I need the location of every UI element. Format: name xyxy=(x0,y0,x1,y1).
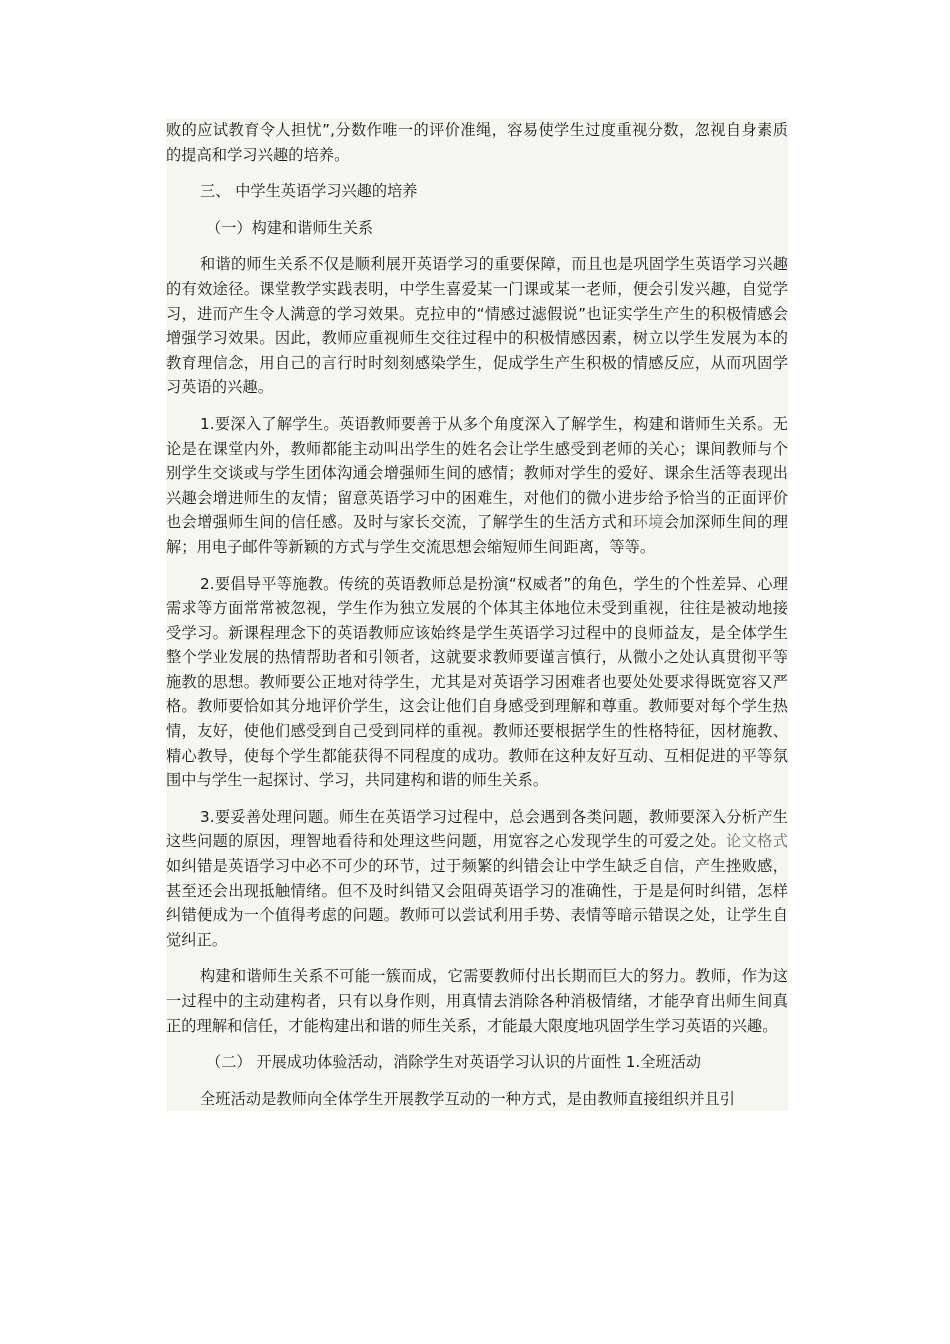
list-item-1 xyxy=(166,412,788,560)
document-body xyxy=(166,118,788,1111)
inline-link[interactable]: 环境 xyxy=(632,513,664,532)
section-heading: 三、 中学生英语学习兴趣的培养 xyxy=(200,182,418,201)
list-item-3 xyxy=(166,805,788,953)
text-run: 如纠错是英语学习中必不可少的环节，过于频繁的纠错会让中学生缺乏自信，产生挫败感，甚至还会出现抵触情绪。但不及时纠错又会阻碍英语学习的准确性，于是是何时纠错，怎样纠错便成为一个值得考虑的问题。教师可以尝试利用手势、表情等暗示错误之处，让学生自觉纠正。 xyxy=(166,857,788,949)
paragraph: 构建和谐师生关系不可能一簇而成，它需要教师付出长期而巨大的努力。教师，作为这一过程中的主动建构者，只有以身作则，用真情去消除各种消极情绪，才能孕育出师生间真正的理解和信任，才能构建出和谐的师生关系，才能最大限度地巩固学生学习英语的兴趣。 xyxy=(166,967,788,1035)
subsection-heading: （一）构建和谐师生关系 xyxy=(206,218,374,237)
subsection-heading: （二） 开展成功体验活动，消除学生对英语学习认识的片面性 1.全班活动 xyxy=(206,1053,701,1072)
paragraph: 和谐的师生关系不仅是顺利展开英语学习的重要保障，而且也是巩固学生英语学习兴趣的有效途径。课堂教学实践表明，中学生喜爱某一门课或某一老师，便会引发兴趣，自觉学习，进而产生令人满意的学习效果。克拉申的“情感过滤假说”也证实学生产生的积极情感会增强学习效果。因此，教师应重视师生交往过程中的积极情感因素，树立以学生发展为本的教育理信念，用自己的言行时时刻刻感染学生，促成学生产生积极的情感反应，从而巩固学习英语的兴趣。 xyxy=(166,255,788,397)
text-run: 3.要妥善处理问题。师生在英语学习过程中，总会遇到各类问题，教师要深入分析产生这些问题的原因，理智地看待和处理这些问题，用宽容之心发现学生的可爱之处。 xyxy=(166,807,788,851)
text-run: 会加深师生间的理解；用电子邮件等新颖的方式与学生交流思想会缩短师生间距离，等等。 xyxy=(166,513,789,556)
inline-link[interactable]: 论文格式 xyxy=(726,832,788,851)
text-run: 1.要深入了解学生。英语教师要善于从多个角度深入了解学生，构建和谐师生关系。无论是在课堂内外，教师都能主动叫出学生的姓名会让学生感受到老师的关心；课间教师与个别学生交谈或与学生团体沟通会增强师生间的感情；教师对学生的爱好、课余生活等表现出兴趣会增进师生的友情；留意英语学习中的困难生，对他们的微小进步给予恰当的正面评价也会增强师生间的信任感。及时与家长交流，了解学生的生活方式和 xyxy=(166,414,788,532)
document-page xyxy=(166,118,788,1111)
paragraph: 全班活动是教师向全体学生开展教学互动的一种方式，是由教师直接组织并且引 xyxy=(200,1089,736,1108)
list-item-2: 2.要倡导平等施教。传统的英语教师总是扮演“权威者”的角色，学生的个性差异、心理需求等方面常常被忽视，学生作为独立发展的个体其主体地位未受到重视，往往是被动地接受学习。新课程理念下的英语教师应该始终是学生英语学习过程中的良师益友，是全体学生整个学业发展的热情帮助者和引领者，这就要求教师要谨言慎行，从微小之处认真贯彻平等施教的思想。教师要公正地对待学生，尤其是对英语学习困难者也要处处要求得既宽容又严格。教师要恰如其分地评价学生，这会让他们自身感受到理解和尊重。教师要对每个学生热情，友好，使他们感受到自己受到同样的重视。教师还要根据学生的性格特征，因材施教、精心教导，使每个学生都能获得不同程度的成功。教师在这种友好互动、互相促进的平等氛围中与学生一起探讨、学习，共同建构和谐的师生关系。 xyxy=(166,574,788,790)
intro-paragraph: 败的应试教育令人担忧”,分数作唯一的评价准绳，容易使学生过度重视分数，忽视自身素质的提高和学习兴趣的培养。 xyxy=(166,121,788,164)
